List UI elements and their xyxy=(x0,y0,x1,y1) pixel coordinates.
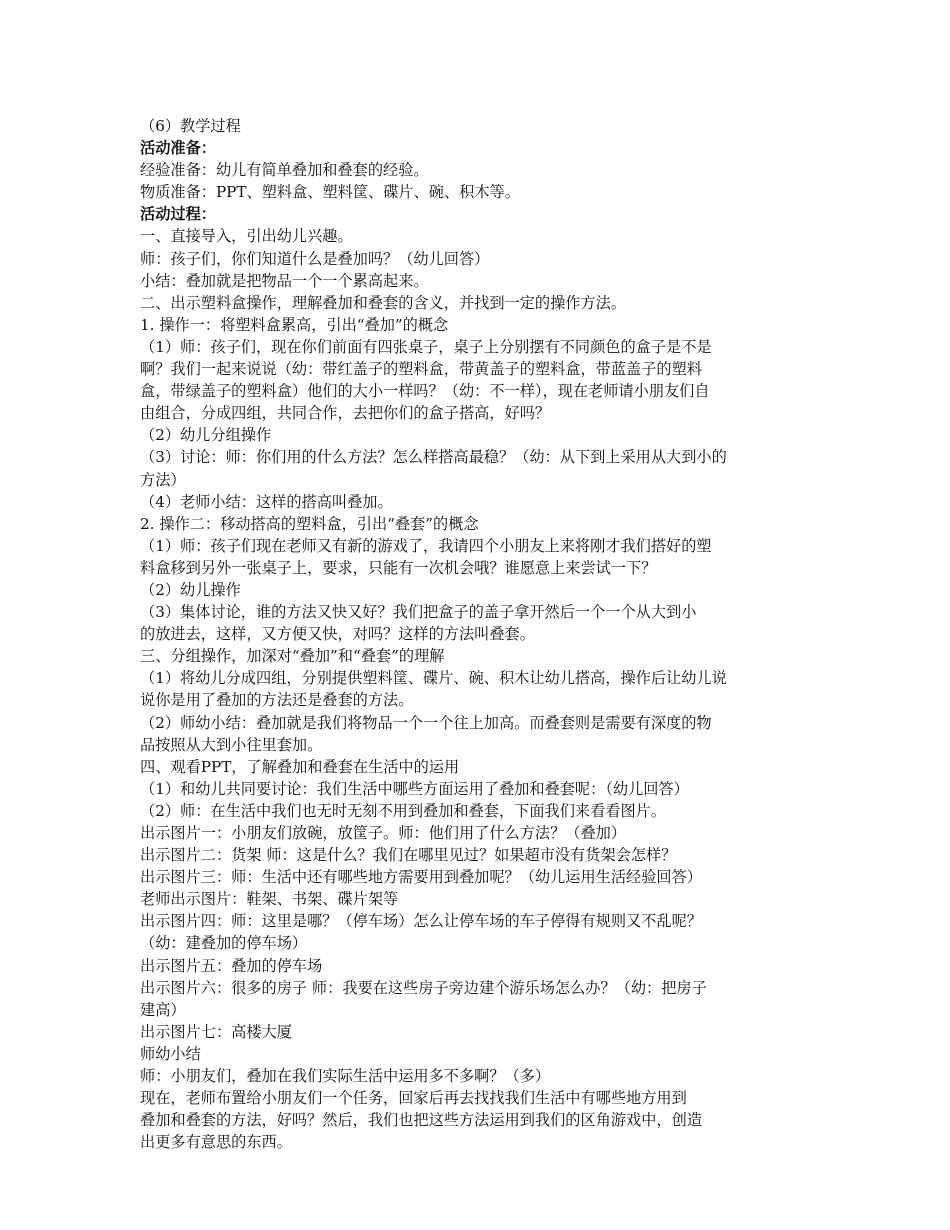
text-line: （2）幼儿分组操作 xyxy=(140,426,272,445)
text-line: （1）师：孩子们现在老师又有新的游戏了，我请四个小朋友上来将刚才我们搭好的塑 xyxy=(140,536,712,555)
text-line: 出示图片二：货架 师：这是什么？我们在哪里见过？如果超市没有货架会怎样？ xyxy=(140,846,677,865)
text-line: 出示图片三：师：生活中还有哪些地方需要用到叠加呢？（幼儿运用生活经验回答） xyxy=(140,868,702,887)
text-line: 料盒移到另外一张桌子上，要求，只能有一次机会哦？谁愿意上来尝试一下？ xyxy=(140,558,657,577)
text-line: 2. 操作二：移动搭高的塑料盒，引出“叠套”的概念 xyxy=(140,514,479,533)
text-line: （2）师幼小结：叠加就是我们将物品一个一个往上加高。而叠套则是需要有深度的物 xyxy=(140,713,712,732)
text-line: （2）师：在生活中我们也无时无刻不用到叠加和叠套，下面我们来看看图片。 xyxy=(140,801,667,820)
text-line: 师幼小结 xyxy=(140,1044,201,1063)
text-line: 盒，带绿盖子的塑料盒）他们的大小一样吗？（幼：不一样），现在老师请小朋友们自 xyxy=(140,382,710,401)
text-line: （幼：建叠加的停车场） xyxy=(140,934,308,953)
text-line: 经验准备：幼儿有简单叠加和叠套的经验。 xyxy=(140,161,429,180)
text-line: 出示图片四：师：这里是哪？（停车场）怎么让停车场的车子停得有规则又不乱呢？ xyxy=(140,912,702,931)
text-line: （3）集体讨论，谁的方法又快又好？我们把盒子的盖子拿开然后一个一个从大到小 xyxy=(140,603,697,622)
text-line: 现在，老师布置给小朋友们一个任务，回家后再去找找我们生活中有哪些地方用到 xyxy=(140,1089,687,1108)
text-line: 师：小朋友们，叠加在我们实际生活中运用多不多啊？（多） xyxy=(140,1067,551,1086)
text-line: 1. 操作一：将塑料盒累高，引出“叠加”的概念 xyxy=(140,315,449,334)
text-line: （3）讨论：师：你们用的什么方法？怎么样搭高最稳？（幼：从下到上采用从大到小的 xyxy=(140,448,727,467)
text-line: 出示图片六：很多的房子 师：我要在这些房子旁边建个游乐场怎么办？（幼：把房子 xyxy=(140,978,707,997)
text-line: 由组合，分成四组，共同合作，去把你们的盒子搭高，好吗？ xyxy=(140,404,551,423)
text-line: 出示图片七：高楼大厦 xyxy=(140,1022,292,1041)
section-heading-teaching-process: （6）教学过程 xyxy=(140,117,241,135)
text-line: 建高） xyxy=(140,1000,186,1019)
text-line: 的放进去，这样，又方便又快，对吗？这样的方法叫叠套。 xyxy=(140,625,535,644)
text-line: 老师出示图片：鞋架、书架、碟片架等 xyxy=(140,890,399,909)
text-line: 叠加和叠套的方法，好吗？然后，我们也把这些方法运用到我们的区角游戏中，创造 xyxy=(140,1111,702,1130)
text-line: 一、直接导入，引出幼儿兴趣。 xyxy=(140,227,353,246)
text-line: 出示图片五：叠加的停车场 xyxy=(140,956,323,975)
text-line: 出示图片一：小朋友们放碗，放筐子。师：他们用了什么方法？（叠加） xyxy=(140,824,626,842)
text-line: （4）老师小结：这样的搭高叫叠加。 xyxy=(140,492,393,511)
text-line: 方法） xyxy=(140,470,186,489)
text-line: 师：孩子们，你们知道什么是叠加吗？（幼儿回答） xyxy=(140,249,490,268)
text-line: 小结：叠加就是把物品一个一个累高起来。 xyxy=(140,271,429,290)
text-line: 四、观看PPT，了解叠加和叠套在生活中的运用 xyxy=(140,757,460,776)
text-line: 说你是用了叠加的方法还是叠套的方法。 xyxy=(140,691,414,710)
text-line: 二、出示塑料盒操作，理解叠加和叠套的含义，并找到一定的操作方法。 xyxy=(140,293,626,312)
heading-activity-preparation: 活动准备： xyxy=(140,139,216,158)
text-line: 三、分组操作，加深对“叠加”和“叠套”的理解 xyxy=(140,647,445,666)
heading-activity-process: 活动过程： xyxy=(140,205,216,224)
text-line: （2）幼儿操作 xyxy=(140,580,241,599)
text-line: （1）和幼儿共同要讨论：我们生活中哪些方面运用了叠加和叠套呢：（幼儿回答） xyxy=(140,779,689,798)
text-line: 物质准备：PPT、塑料盒、塑料筐、碟片、碗、积木等。 xyxy=(140,183,520,202)
document-page xyxy=(140,115,815,1153)
text-line: 品按照从大到小往里套加。 xyxy=(140,735,323,754)
text-line: 出更多有意思的东西。 xyxy=(140,1133,292,1152)
text-line: （1）师：孩子们，现在你们前面有四张桌子，桌子上分别摆有不同颜色的盒子是不是 xyxy=(140,337,712,356)
text-line: 啊？我们一起来说说（幼：带红盖子的塑料盒，带黄盖子的塑料盒，带蓝盖子的塑料 xyxy=(140,360,702,379)
text-line: （1）将幼儿分成四组，分别提供塑料筐、碟片、碗、积木让幼儿搭高，操作后让幼儿说 xyxy=(140,669,727,688)
